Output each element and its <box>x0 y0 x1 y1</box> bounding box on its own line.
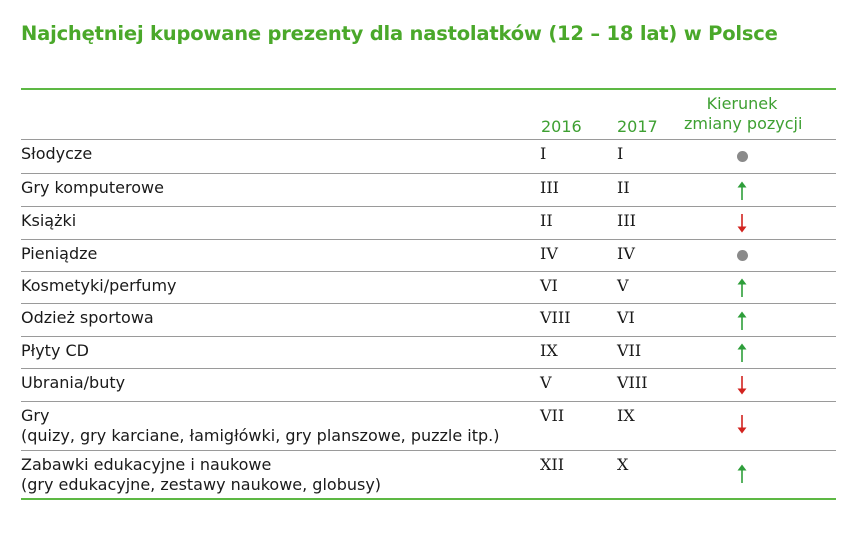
item-description: (quizy, gry karciane, łamigłówki, gry planszowe, puzzle itp.) <box>21 426 500 445</box>
rank-2017: V <box>617 276 629 295</box>
row-separator <box>21 303 836 304</box>
row-separator <box>21 401 836 402</box>
rank-2017: VII <box>617 341 642 360</box>
page-title: Najchętniej kupowane prezenty dla nastolatków (12 – 18 lat) w Polsce <box>21 22 778 45</box>
arrow-up-icon <box>736 463 748 488</box>
rank-2016: III <box>540 178 559 197</box>
item-name: Zabawki edukacyjne i naukowe <box>21 455 272 474</box>
item-name: Ubrania/buty <box>21 373 126 392</box>
arrow-down-icon <box>736 375 748 400</box>
arrow-up-icon <box>736 277 748 302</box>
item-name: Pieniądze <box>21 244 98 263</box>
rank-2017: III <box>617 211 636 230</box>
no-change-dot-icon <box>737 151 748 162</box>
arrow-up-icon <box>736 342 748 367</box>
rank-2016: IX <box>540 341 558 360</box>
item-name: Płyty CD <box>21 341 89 360</box>
no-change-dot-icon <box>737 250 748 261</box>
rank-2016: XII <box>540 455 565 474</box>
item-name: Kosmetyki/perfumy <box>21 276 177 295</box>
arrow-up-icon <box>736 310 748 335</box>
row-separator <box>21 206 836 207</box>
rank-2016: VIII <box>540 308 571 327</box>
arrow-up-icon <box>736 180 748 205</box>
arrow-down-icon <box>736 213 748 238</box>
item-description: (gry edukacyjne, zestawy naukowe, globusy) <box>21 475 382 494</box>
header-2016: 2016 <box>541 117 582 136</box>
row-separator <box>21 450 836 451</box>
row-separator <box>21 368 836 369</box>
rank-2016: VII <box>540 406 565 425</box>
rank-2017: II <box>617 178 630 197</box>
row-separator <box>21 239 836 240</box>
item-name: Odzież sportowa <box>21 308 154 327</box>
item-name: Książki <box>21 211 77 230</box>
row-separator <box>21 139 836 140</box>
header-2017: 2017 <box>617 117 658 136</box>
rank-2017: VIII <box>617 373 648 392</box>
row-separator <box>21 336 836 337</box>
item-name: Gry komputerowe <box>21 178 164 197</box>
header-direction-line1: Kierunek <box>706 94 778 113</box>
rank-2016: VI <box>540 276 558 295</box>
header-direction <box>684 94 803 134</box>
rank-2017: IV <box>617 244 635 263</box>
rank-2016: I <box>540 144 547 163</box>
item-name: Słodycze <box>21 144 93 163</box>
rank-2017: X <box>617 455 629 474</box>
rank-2017: I <box>617 144 624 163</box>
rank-2017: IX <box>617 406 635 425</box>
rank-2016: V <box>540 373 552 392</box>
rank-2017: VI <box>617 308 635 327</box>
header-direction-line2: zmiany pozycji <box>684 114 803 133</box>
table-bottom-rule <box>21 498 836 500</box>
rank-2016: IV <box>540 244 558 263</box>
row-separator <box>21 173 836 174</box>
row-separator <box>21 271 836 272</box>
table-top-rule <box>21 88 836 90</box>
item-name: Gry <box>21 406 50 425</box>
arrow-down-icon <box>736 414 748 439</box>
rank-2016: II <box>540 211 553 230</box>
